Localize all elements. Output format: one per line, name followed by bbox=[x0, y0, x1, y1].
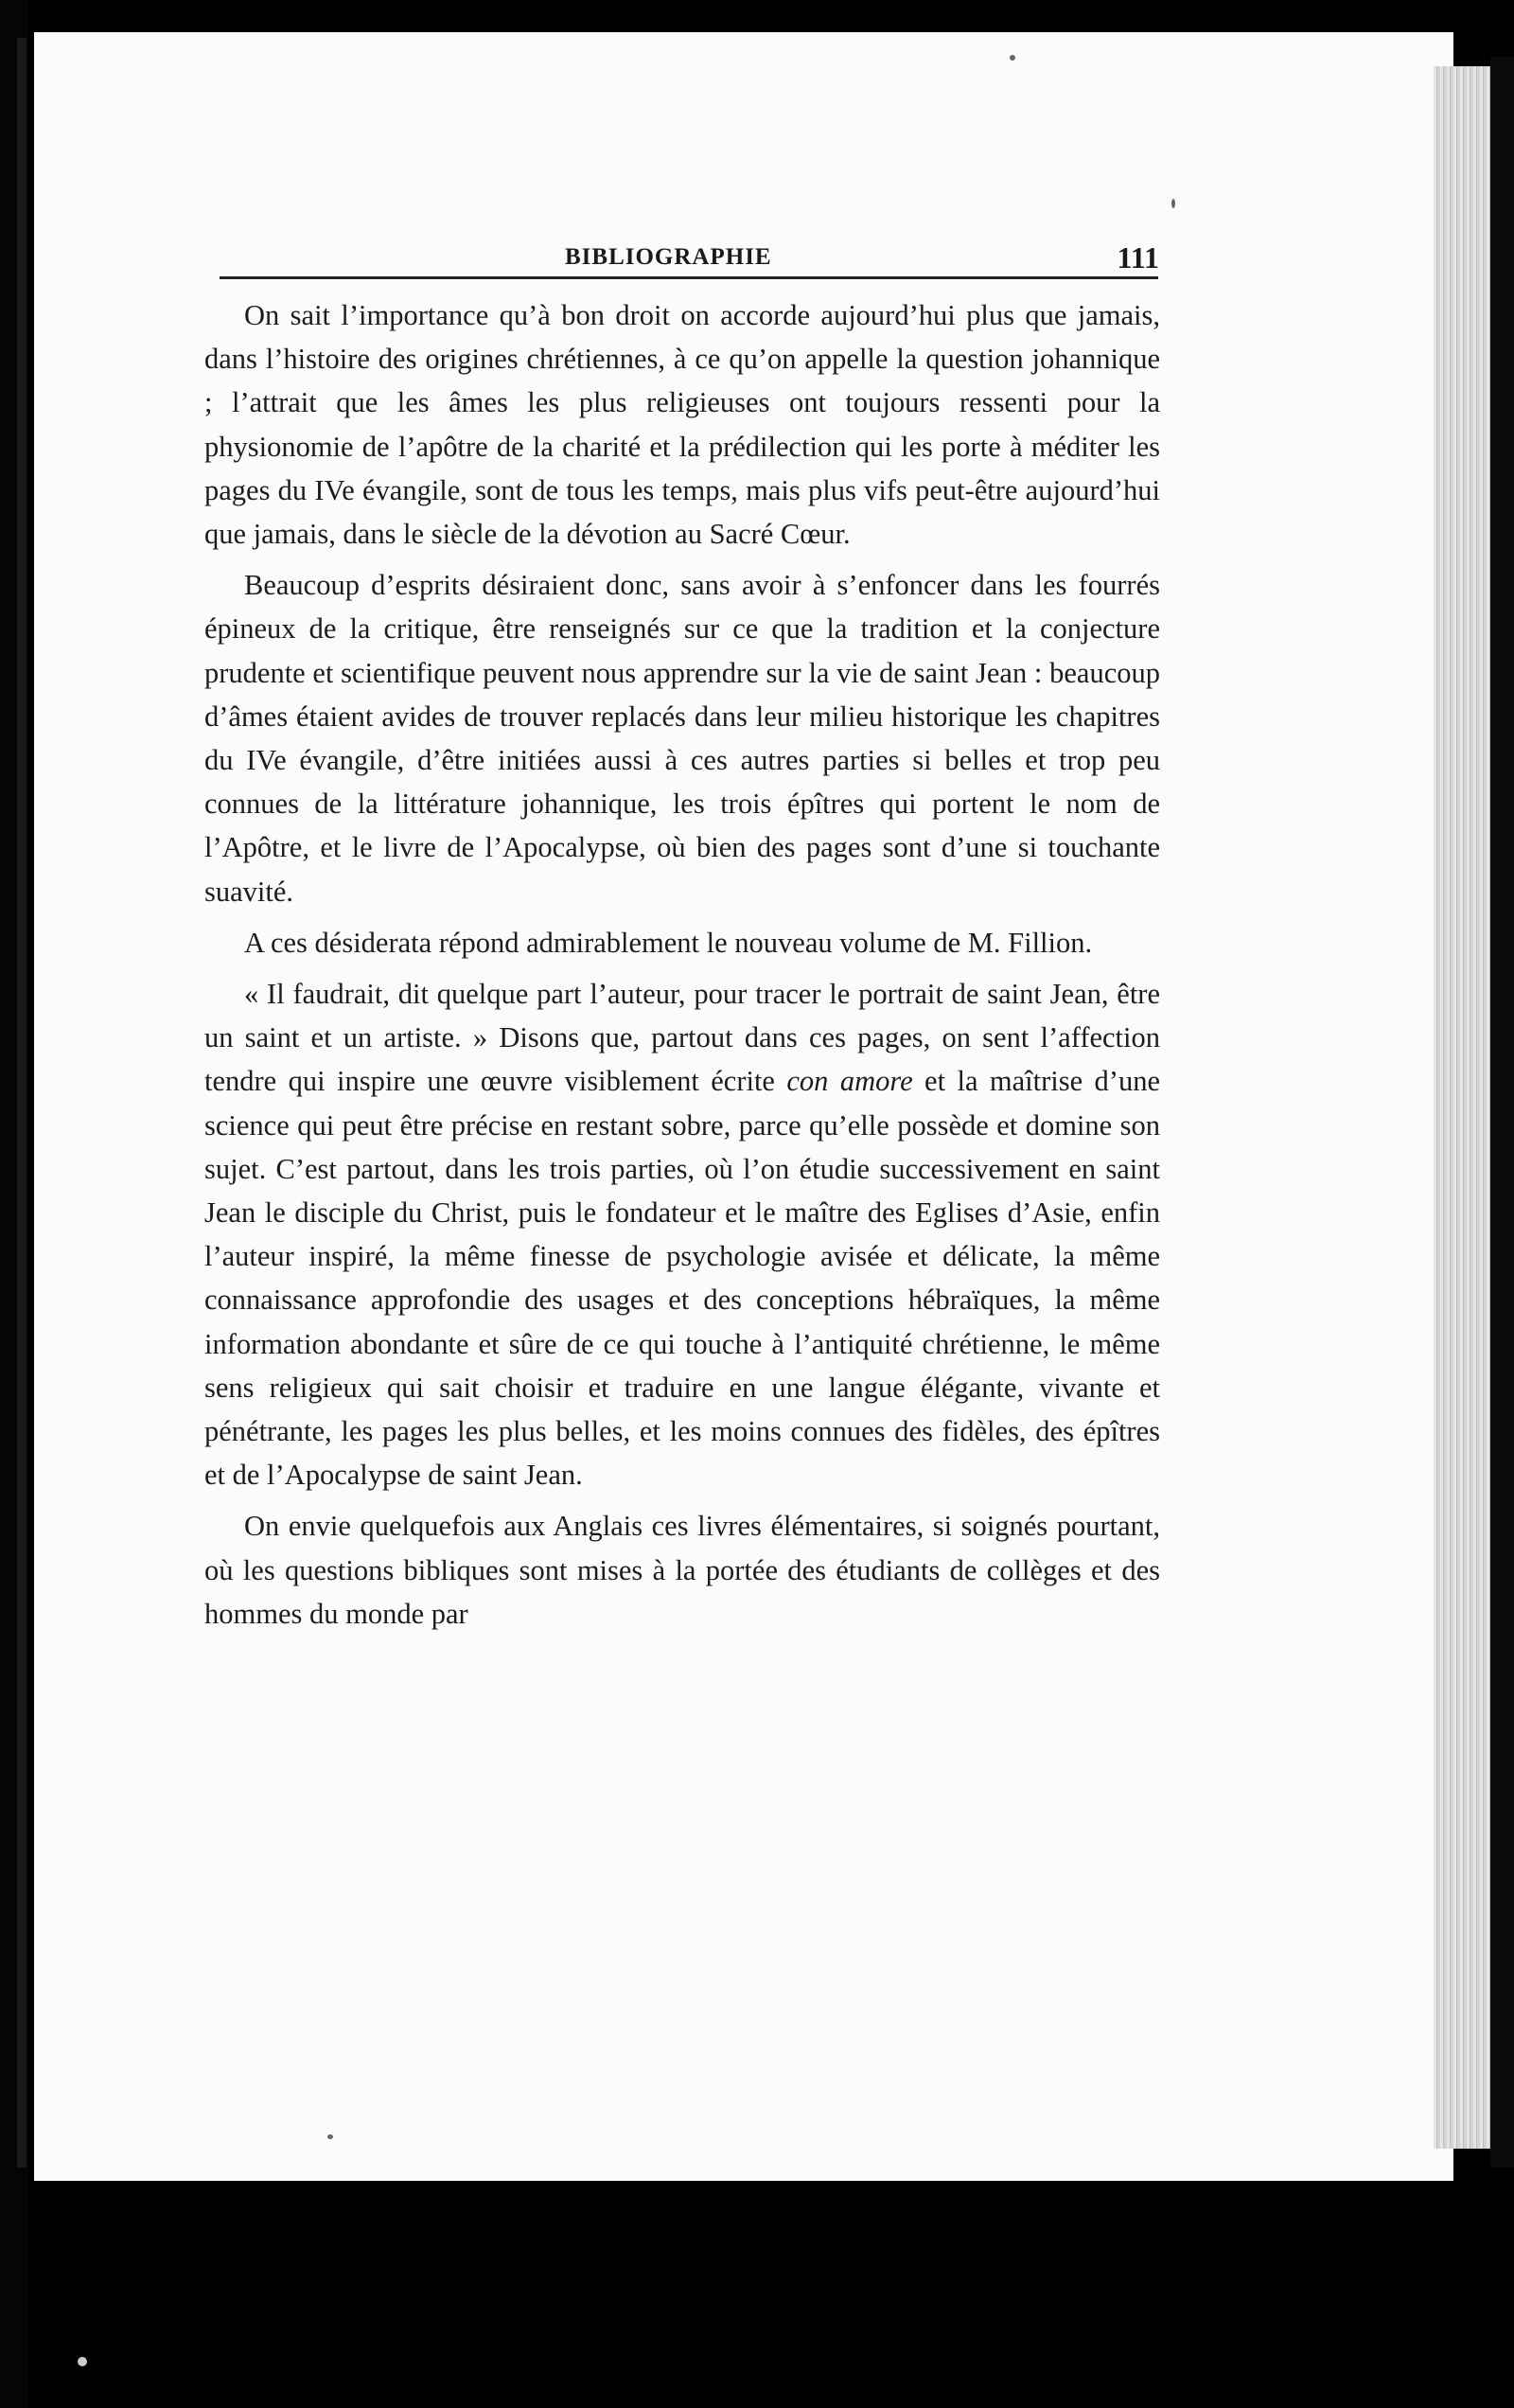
scan-speck bbox=[1171, 199, 1175, 208]
book-spine-shadow bbox=[17, 38, 26, 2168]
page-number: 111 bbox=[1117, 240, 1159, 274]
paragraph: On envie quelquefois aux Anglais ces livres élémentaires, si soignés pourtant, où les questions bibliques sont mises à la portée des étudiants de collèges et des hommes du monde par bbox=[204, 1510, 1160, 1630]
paragraph: A ces désiderata répond admirablement le nouveau volume de M. Fillion. bbox=[244, 926, 1093, 959]
scan-speck bbox=[1010, 55, 1015, 61]
page-stack-shadow bbox=[1490, 57, 1514, 2168]
paragraph: On sait l’importance qu’à bon droit on accorde aujourd’hui plus que jamais, dans l’histoire des origines chrétiennes, à ce qu’on appelle la question johannique ; l’attrait que les âmes les plus religieuses ont toujours ressenti pour la physionomie de l’apôtre de la charité et la prédilection qui les porte à méditer les pages du IVe évangile, sont de tous les temps, mais plus vifs peut-être aujourd’hui que jamais, dans le siècle de la dévotion au Sacré Cœur. bbox=[204, 299, 1160, 551]
paragraph-text: et la maîtrise d’une science qui peut être précise en restant sobre, parce qu’elle possède et domine son sujet. C’est partout, dans les trois parties, où l’on étudie successivement en saint Jean le disciple du Christ, puis le fondateur et le maître des Eglises d’Asie, enfin l’auteur inspiré, la même finesse de psychologie avisée et délicate, la même connaissance approfondie des usages et des conceptions hébraïques, la même information abondante et sûre de ce qui touche à l’antiquité chrétienne, le même sens religieux qui sait choisir et traduire en une langue élégante, vivante et pénétrante, les pages les plus belles, et les moins connues des fidèles, des épîtres et de l’Apocalypse de saint Jean. bbox=[204, 1065, 1161, 1492]
running-title: BIBLIOGRAPHIE bbox=[565, 244, 772, 270]
page-stack-edges bbox=[1434, 66, 1490, 2149]
italic-phrase: con amore bbox=[786, 1065, 913, 1098]
paragraph bbox=[204, 972, 1160, 1496]
scan-speck bbox=[78, 2357, 87, 2366]
paragraph: Beaucoup d’esprits désiraient donc, sans avoir à s’enfoncer dans les fourrés épineux de la critique, être renseignés sur ce que la tradition et la conjecture prudente et scientifique peuvent nous apprendre sur la vie de saint Jean : beaucoup d’âmes étaient avides de trouver replacés dans leur milieu historique les chapitres du IVe évangile, d’être initiées aussi à ces autres parties si belles et trop peu connues de la littérature johannique, les trois épîtres qui portent le nom de l’Apôtre, et le livre de l’Apocalypse, où bien des pages sont d’une si touchante suavité. bbox=[204, 569, 1160, 908]
running-head bbox=[222, 225, 1159, 282]
body-text bbox=[204, 293, 1160, 1636]
header-rule bbox=[220, 276, 1158, 279]
paragraph-text: « Il faudrait, dit quelque part l’auteur, pour tracer le portrait de saint Jean, être un saint et un artiste. » Disons que, partout dans ces pages, on sent l’affection tendre qui inspire une œuvre visiblement écrite bbox=[204, 978, 1160, 1098]
scan-speck bbox=[327, 2134, 333, 2139]
